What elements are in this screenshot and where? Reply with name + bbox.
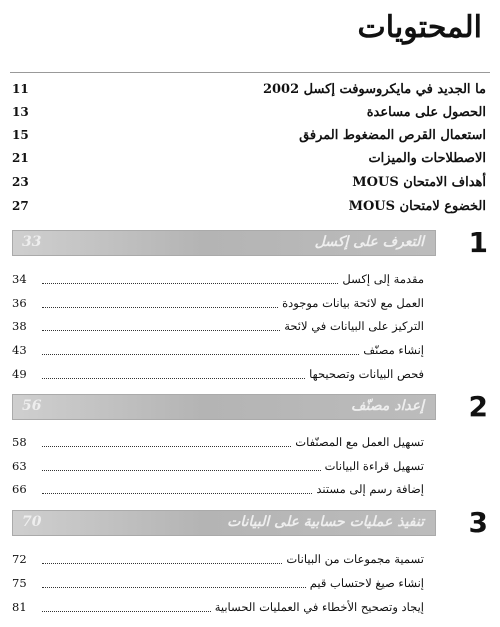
- chapter-title: إعداد مصنّف: [351, 398, 424, 414]
- page-number: 75: [12, 576, 27, 590]
- toc-subentry[interactable]: [12, 294, 424, 312]
- toc-subentry[interactable]: [12, 270, 424, 288]
- toc-entry[interactable]: [12, 172, 486, 192]
- divider: [10, 72, 490, 73]
- entry-label: تسهيل العمل مع المصنّفات: [295, 435, 424, 449]
- dot-leader: [42, 321, 280, 331]
- page-number: 72: [12, 552, 27, 566]
- entry-label: التركيز على البيانات في لائحة: [284, 319, 424, 333]
- page-number: 23: [12, 175, 29, 189]
- toc-subentry[interactable]: [12, 550, 424, 568]
- page-number: 49: [12, 367, 27, 381]
- dot-leader: [42, 461, 321, 471]
- page-number: 58: [12, 435, 27, 449]
- entry-label: فحص البيانات وتصحيحها: [309, 367, 424, 381]
- chapter-page-number: 70: [22, 514, 42, 530]
- page-number: 27: [12, 199, 29, 213]
- entry-label: إنشاء صيغ لاحتساب قيم: [309, 576, 424, 590]
- entry-label: أهداف الامتحان MOUS: [352, 174, 486, 190]
- toc-entry[interactable]: [12, 102, 486, 122]
- page-number: 34: [12, 272, 27, 286]
- chapter-header[interactable]: [12, 506, 492, 539]
- dot-leader: [42, 578, 306, 588]
- dot-leader: [42, 274, 338, 284]
- toc-subentry[interactable]: [12, 433, 424, 451]
- entry-label: استعمال القرص المضغوط المرفق: [299, 127, 486, 143]
- toc-subentry[interactable]: [12, 457, 424, 475]
- page-number: 21: [12, 151, 29, 165]
- entry-label: إيجاد وتصحيح الأخطاء في العمليات الحسابية: [214, 600, 424, 614]
- entry-label: تسمية مجموعات من البيانات: [286, 552, 424, 566]
- entry-label: إنشاء مصنّف: [363, 343, 424, 357]
- dot-leader: [42, 298, 278, 308]
- toc-entry[interactable]: [12, 196, 486, 216]
- chapter-number: 2: [468, 390, 488, 423]
- page-number: 11: [12, 82, 29, 96]
- dot-leader: [42, 554, 282, 564]
- page-title: المحتويات: [357, 10, 482, 45]
- dot-leader: [42, 345, 359, 355]
- toc-subentry[interactable]: [12, 574, 424, 592]
- page-number: 36: [12, 296, 27, 310]
- chapter-page-number: 56: [22, 398, 42, 414]
- toc-entry[interactable]: [12, 125, 486, 145]
- entry-label: الاصطلاحات والميزات: [368, 150, 486, 166]
- toc-subentry[interactable]: [12, 598, 424, 616]
- dot-leader: [42, 369, 305, 379]
- page-number: 38: [12, 319, 27, 333]
- chapter-title: تنفيذ عمليات حسابية على البيانات: [227, 514, 424, 530]
- page-number: 15: [12, 128, 29, 142]
- toc-entry[interactable]: [12, 79, 486, 99]
- page-number: 43: [12, 343, 27, 357]
- entry-label: ما الجديد في مايكروسوفت إكسل 2002: [262, 81, 486, 97]
- toc-subentry[interactable]: [12, 341, 424, 359]
- page-number: 81: [12, 600, 27, 614]
- page-number: 63: [12, 459, 27, 473]
- entry-label: إضافة رسم إلى مستند: [316, 482, 424, 496]
- toc-entry[interactable]: [12, 148, 486, 168]
- toc-subentry[interactable]: [12, 480, 424, 498]
- entry-label: العمل مع لائحة بيانات موجودة: [282, 296, 424, 310]
- page-number: 66: [12, 482, 27, 496]
- chapter-number: 1: [468, 226, 488, 259]
- chapter-title: التعرف على إكسل: [314, 234, 424, 250]
- entry-label: مقدمة إلى إكسل: [342, 272, 424, 286]
- toc-subentry[interactable]: [12, 365, 424, 383]
- chapter-page-number: 33: [22, 234, 42, 250]
- entry-label: الحصول على مساعدة: [366, 104, 486, 120]
- toc-subentry[interactable]: [12, 317, 424, 335]
- page-number: 13: [12, 105, 29, 119]
- chapter-number: 3: [468, 506, 488, 539]
- entry-label: تسهيل قراءة البيانات: [324, 459, 424, 473]
- chapter-header[interactable]: [12, 390, 492, 423]
- dot-leader: [42, 602, 211, 612]
- dot-leader: [42, 437, 291, 447]
- chapter-header[interactable]: [12, 226, 492, 259]
- entry-label: الخضوع لامتحان MOUS: [348, 198, 486, 214]
- dot-leader: [42, 484, 312, 494]
